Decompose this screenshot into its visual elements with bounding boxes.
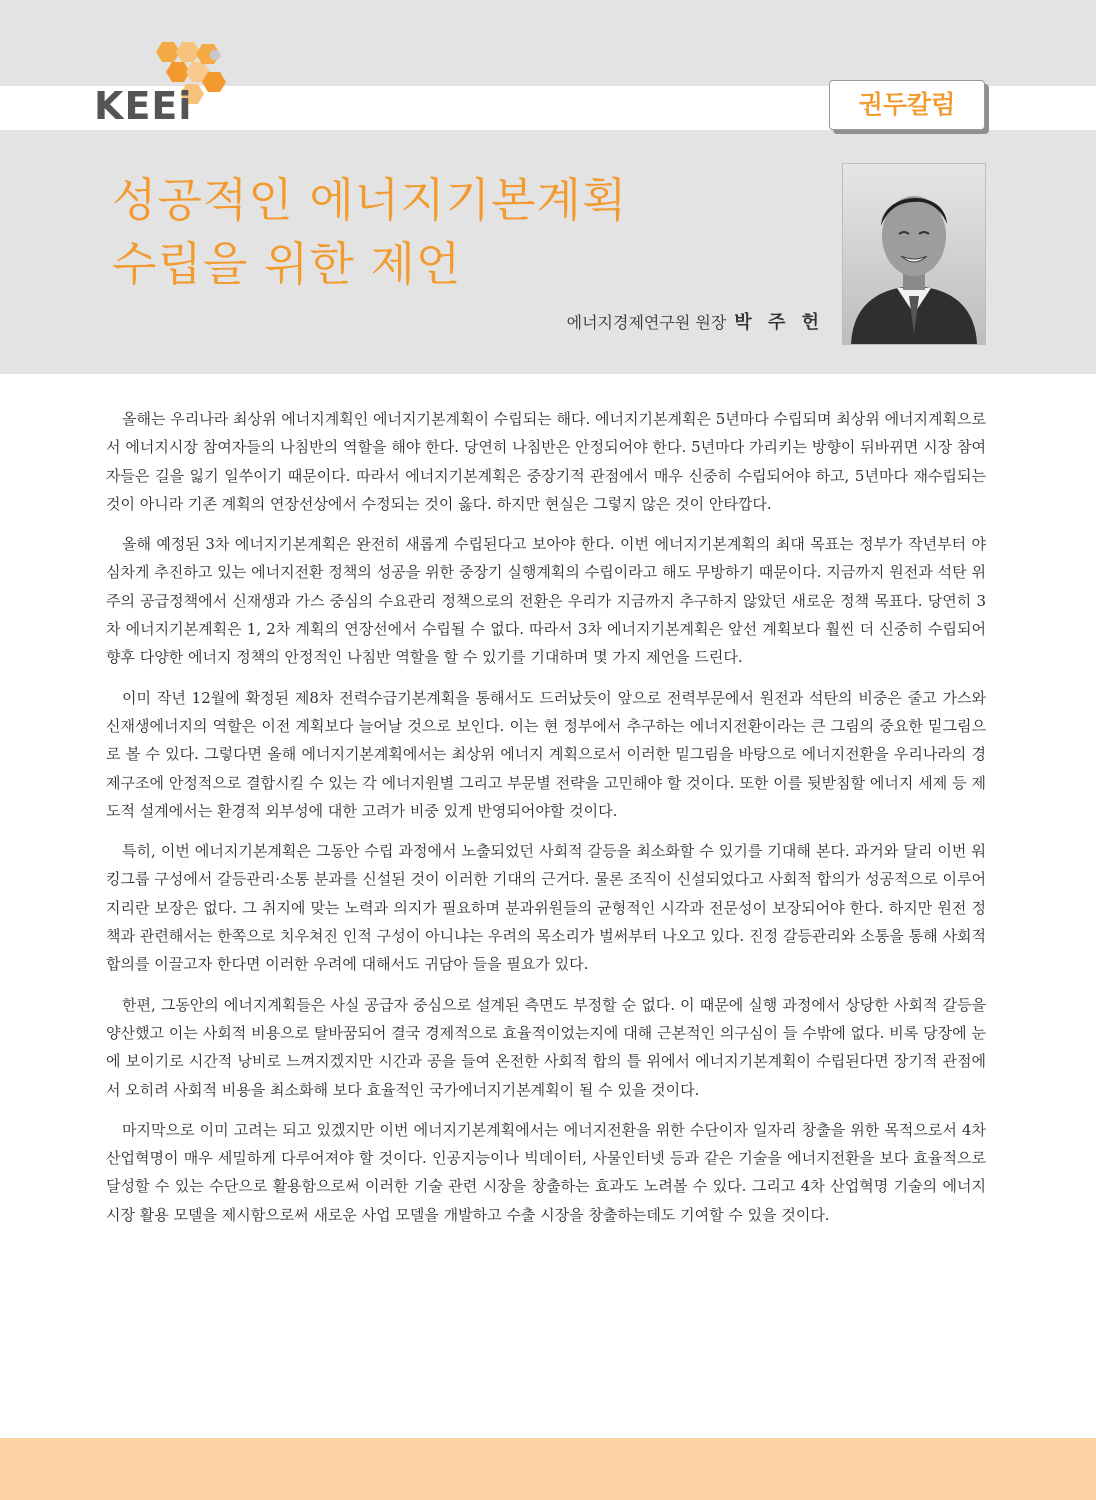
person-portrait-icon (843, 164, 985, 344)
body-paragraph-2: 올해 예정된 3차 에너지기본계획은 완전히 새롭게 수립된다고 보아야 한다. 이번 에너지기본계획의 최대 목표는 정부가 작년부터 야심차게 추진하고 있는 에너지전환 정책의 성공을 위한 중장기 실행계획의 수립이라고 해도 무방하기 때문이다. 지금까지 원전과 석탄 위주의 공급정책에서 신재생과 가스 중심의 수요관리 정책으로의 전환은 우리가 지금까지 추구하지 않았던 새로운 정책 목표다. 당연히 3차 에너지기본계획은 1, 2차 계획의 연장선에서 수립될 수 없다. 따라서 3차 에너지기본계획은 앞선 계획보다 훨씬 더 신중히 수립되어 향후 다양한 에너지 정책의 안정적인 나침반 역할을 할 수 있기를 기대하며 몇 가지 제언을 드린다. (106, 535, 986, 667)
body-paragraph-5: 한편, 그동안의 에너지계획들은 사실 공급자 중심으로 설계된 측면도 부정할 순 없다. 이 때문에 실행 과정에서 상당한 사회적 갈등을 양산했고 이는 사회적 비용으로 탈바꿈되어 결국 경제적으로 효율적이었는지에 대해 근본적인 의구심이 들 수밖에 없다. 비록 당장에 눈에 보이기로 시간적 낭비로 느껴지겠지만 시간과 공을 들여 온전한 사회적 합의 틀 위에서 에너지기본계획이 수립된다면 장기적 관점에서 오히려 사회적 비용을 최소화해 보다 효율적인 국가에너지기본계획이 될 수 있을 것이다. (106, 995, 986, 1099)
article-title (112, 168, 812, 296)
body-paragraph-3: 이미 작년 12월에 확정된 제8차 전력수급기본계획을 통해서도 드러났듯이 앞으로 전력부문에서 원전과 석탄의 비중은 줄고 가스와 신재생에너지의 역할은 이전 계획보다 늘어날 것으로 보인다. 이는 현 정부에서 추구하는 에너지전환이라는 큰 그림의 중요한 밑그림으로 볼 수 있다. 그렇다면 올해 에너지기본계획에서는 최상위 에너지 계획으로서 이러한 밑그림을 바탕으로 에너지전환을 우리나라의 경제구조에 안정적으로 결합시킬 수 있는 각 에너지원별 그리고 부문별 전략을 고민해야 할 것이다. 또한 이를 뒷받침할 에너지 세제 등 제도적 설계에서는 환경적 외부성에 대한 고려가 비중 있게 반영되어야할 것이다. (106, 688, 986, 820)
author-name: 박 주 헌 (734, 312, 824, 333)
body-paragraph-1: 올해는 우리나라 최상위 에너지계획인 에너지기본계획이 수립되는 해다. 에너지기본계획은 5년마다 수립되며 최상위 에너지계획으로서 에너지시장 참여자들의 나침반의 역할을 해야 한다. 당연히 나침반은 안정되어야 한다. 5년마다 가리키는 방향이 뒤바뀌면 시장 참여자들은 길을 잃기 일쑤이기 때문이다. 따라서 에너지기본계획은 중장기적 관점에서 매우 신중히 수립되어야 하고, 5년마다 재수립되는 것이 아니라 기존 계획의 연장선상에서 수정되는 것이 옳다. 하지만 현실은 그렇지 않은 것이 안타깝다. (106, 410, 986, 513)
footer-peach-band (0, 1438, 1096, 1500)
author-portrait (842, 163, 986, 345)
author-affiliation: 에너지경제연구원 원장 (566, 313, 727, 332)
column-type-badge: 권두칼럼 (829, 80, 985, 130)
keei-logo-text: KEEi (94, 84, 193, 128)
body-paragraph-6: 마지막으로 이미 고려는 되고 있겠지만 이번 에너지기본계획에서는 에너지전환을 위한 수단이자 일자리 창출을 위한 목적으로서 4차 산업혁명이 매우 세밀하게 다루어져야 할 것이다. 인공지능이나 빅데이터, 사물인터넷 등과 같은 기술을 에너지전환을 보다 효율적으로 달성할 수 있는 수단으로 활용함으로써 이러한 기술 관련 시장을 창출하는 효과도 노려볼 수 있다. 그리고 4차 산업혁명 기술의 에너지시장 활용 모델을 제시함으로써 새로운 사업 모델을 개발하고 수출 시장을 창출하는데도 기여할 수 있을 것이다. (106, 1120, 986, 1224)
author-byline (450, 312, 824, 334)
article-body (106, 405, 986, 1241)
title-line-1: 성공적인 에너지기본계획 (112, 173, 628, 227)
body-paragraph-4: 특히, 이번 에너지기본계획은 그동안 수립 과정에서 노출되었던 사회적 갈등을 최소화할 수 있기를 기대해 본다. 과거와 달리 이번 워킹그룹 구성에서 갈등관리·소통 분과를 신설된 것이 이러한 기대의 근거다. 물론 조직이 신설되었다고 사회적 합의가 성공적으로 이루어지리란 보장은 없다. 그 취지에 맞는 노력과 의지가 필요하며 분과위원들의 균형적인 시각과 전문성이 보장되어야 한다. 하지만 원전 정책과 관련해서는 한쪽으로 치우쳐진 인적 구성이 아니냐는 우려의 목소리가 벌써부터 나오고 있다. 진정 갈등관리와 소통을 통해 사회적 합의를 이끌고자 한다면 이러한 우려에 대해서도 귀담아 들을 필요가 있다. (106, 842, 986, 974)
title-line-2: 수립을 위한 제언 (112, 237, 462, 291)
